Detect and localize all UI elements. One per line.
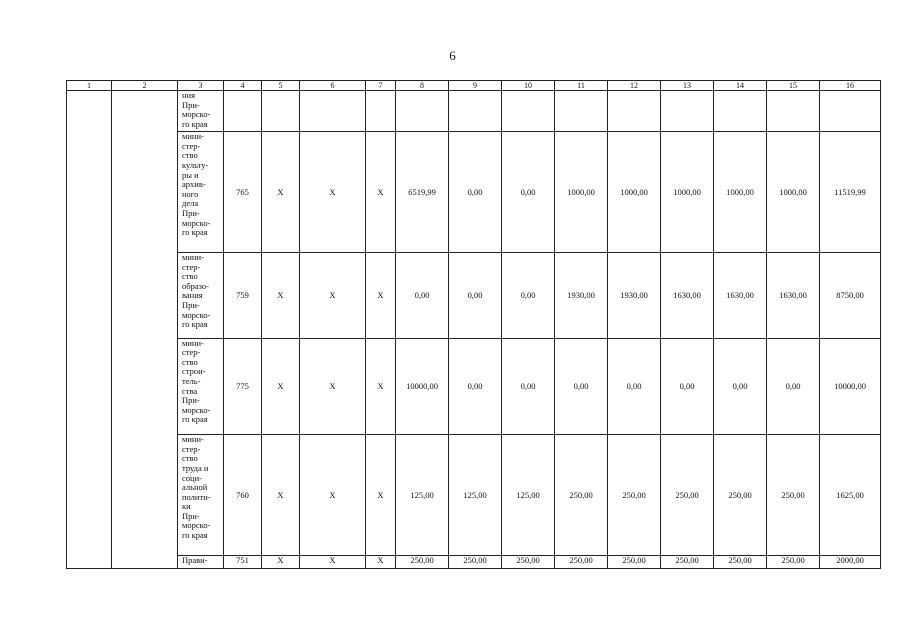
organization-line: ство: [182, 150, 198, 161]
value-cell: 775: [224, 338, 262, 435]
value-cell: 10000,00: [820, 338, 881, 435]
organization-line: тель-: [182, 375, 201, 386]
organization-line: При-: [182, 99, 200, 110]
col2-cell: [112, 91, 178, 569]
organization-line: ство: [182, 453, 198, 464]
value-cell: X: [262, 253, 300, 339]
column-header: 9: [449, 81, 502, 91]
organization-line: мини-: [182, 252, 204, 263]
value-cell: 1000,00: [661, 132, 714, 253]
organization-cell: [178, 435, 224, 556]
column-header: 5: [262, 81, 300, 91]
organization-line: ния: [182, 90, 196, 101]
value-cell: 250,00: [502, 555, 555, 568]
value-cell: [449, 91, 502, 132]
organization-line: морско-: [182, 309, 211, 320]
organization-line: При-: [182, 208, 200, 219]
value-cell: [555, 91, 608, 132]
organization-line: го края: [182, 319, 208, 330]
value-cell: 2000,00: [820, 555, 881, 568]
value-cell: X: [300, 132, 366, 253]
value-cell: 1000,00: [767, 132, 820, 253]
value-cell: 1000,00: [608, 132, 661, 253]
organization-line: мини-: [182, 434, 204, 445]
column-header: 6: [300, 81, 366, 91]
value-cell: X: [366, 132, 396, 253]
organization-line: морско-: [182, 404, 211, 415]
organization-line: ства: [182, 385, 198, 396]
value-cell: 1625,00: [820, 435, 881, 556]
organization-line: культу-: [182, 160, 209, 171]
organization-line: го края: [182, 414, 208, 425]
organization-line: Прави-: [182, 555, 208, 565]
organization-line: го края: [182, 530, 208, 541]
value-cell: [661, 91, 714, 132]
value-cell: 751: [224, 555, 262, 568]
value-cell: X: [300, 253, 366, 339]
value-cell: 1000,00: [714, 132, 767, 253]
organization-line: ство: [182, 271, 198, 282]
value-cell: 250,00: [714, 555, 767, 568]
value-cell: 250,00: [449, 555, 502, 568]
organization-line: мини-: [182, 338, 204, 348]
organization-line: вания: [182, 290, 203, 301]
organization-line: ры и: [182, 169, 199, 180]
organization-line: альной: [182, 482, 208, 493]
value-cell: 125,00: [502, 435, 555, 556]
value-cell: [714, 91, 767, 132]
budget-table: [66, 80, 881, 569]
value-cell: 0,00: [502, 132, 555, 253]
column-header: 13: [661, 81, 714, 91]
value-cell: [608, 91, 661, 132]
organization-line: стер-: [182, 347, 201, 358]
value-cell: 125,00: [449, 435, 502, 556]
value-cell: 0,00: [449, 338, 502, 435]
organization-line: ки: [182, 501, 191, 512]
organization-line: образо-: [182, 280, 209, 291]
organization-line: При-: [182, 300, 200, 310]
value-cell: 1000,00: [555, 132, 608, 253]
column-header: 16: [820, 81, 881, 91]
table-row: [67, 435, 881, 556]
value-cell: 250,00: [396, 555, 449, 568]
value-cell: 250,00: [608, 435, 661, 556]
organization-line: мини-: [182, 131, 204, 142]
column-header: 2: [112, 81, 178, 91]
value-cell: 250,00: [767, 435, 820, 556]
organization-line: ного: [182, 188, 199, 199]
value-cell: 250,00: [661, 435, 714, 556]
column-header: 11: [555, 81, 608, 91]
table-row: [67, 338, 881, 435]
value-cell: 760: [224, 435, 262, 556]
value-cell: 250,00: [767, 555, 820, 568]
table-row: [67, 555, 881, 568]
value-cell: 0,00: [449, 253, 502, 339]
value-cell: X: [366, 555, 396, 568]
value-cell: 0,00: [396, 253, 449, 339]
organization-cell: [178, 91, 224, 132]
value-cell: 125,00: [396, 435, 449, 556]
value-cell: X: [300, 338, 366, 435]
table-row: [67, 132, 881, 253]
table-row: [67, 91, 881, 132]
value-cell: 250,00: [608, 555, 661, 568]
organization-cell: [178, 555, 224, 568]
organization-line: полити-: [182, 491, 211, 502]
value-cell: 8750,00: [820, 253, 881, 339]
value-cell: [767, 91, 820, 132]
value-cell: X: [366, 435, 396, 556]
value-cell: [366, 91, 396, 132]
value-cell: [262, 91, 300, 132]
value-cell: X: [262, 338, 300, 435]
col1-cell: [67, 91, 112, 569]
value-cell: 1630,00: [714, 253, 767, 339]
organization-cell: [178, 338, 224, 435]
column-header: 14: [714, 81, 767, 91]
page-number: 6: [449, 48, 456, 63]
value-cell: [224, 91, 262, 132]
value-cell: 250,00: [714, 435, 767, 556]
organization-line: стер-: [182, 261, 201, 272]
column-header: 12: [608, 81, 661, 91]
column-header: 8: [396, 81, 449, 91]
value-cell: 0,00: [502, 338, 555, 435]
value-cell: 0,00: [502, 253, 555, 339]
organization-cell: [178, 253, 224, 339]
column-header: 10: [502, 81, 555, 91]
table-row: [67, 253, 881, 339]
value-cell: 250,00: [555, 555, 608, 568]
value-cell: 1930,00: [608, 253, 661, 339]
organization-line: морско-: [182, 217, 211, 228]
value-cell: 11519,99: [820, 132, 881, 253]
organization-line: архив-: [182, 179, 206, 190]
organization-line: дела: [182, 198, 199, 209]
header-row: [67, 81, 881, 91]
organization-line: строи-: [182, 366, 206, 377]
value-cell: 759: [224, 253, 262, 339]
value-cell: 0,00: [555, 338, 608, 435]
value-cell: X: [366, 338, 396, 435]
value-cell: 0,00: [661, 338, 714, 435]
organization-line: морско-: [182, 109, 211, 120]
value-cell: [300, 91, 366, 132]
column-header: 4: [224, 81, 262, 91]
organization-line: морско-: [182, 520, 211, 531]
organization-line: стер-: [182, 443, 201, 454]
value-cell: 765: [224, 132, 262, 253]
value-cell: 6519,99: [396, 132, 449, 253]
organization-line: ство: [182, 356, 198, 367]
column-header: 1: [67, 81, 112, 91]
organization-line: соци-: [182, 472, 202, 483]
value-cell: X: [300, 435, 366, 556]
value-cell: 1630,00: [767, 253, 820, 339]
value-cell: [502, 91, 555, 132]
table-body: [67, 81, 881, 569]
value-cell: [396, 91, 449, 132]
value-cell: 1630,00: [661, 253, 714, 339]
value-cell: 1930,00: [555, 253, 608, 339]
value-cell: [820, 91, 881, 132]
value-cell: X: [262, 435, 300, 556]
value-cell: 10000,00: [396, 338, 449, 435]
value-cell: 0,00: [449, 132, 502, 253]
organization-line: При-: [182, 510, 200, 521]
value-cell: X: [366, 253, 396, 339]
value-cell: 0,00: [608, 338, 661, 435]
value-cell: X: [300, 555, 366, 568]
value-cell: 250,00: [555, 435, 608, 556]
column-header: 15: [767, 81, 820, 91]
value-cell: 0,00: [714, 338, 767, 435]
column-header: 7: [366, 81, 396, 91]
organization-line: стер-: [182, 140, 201, 151]
value-cell: X: [262, 132, 300, 253]
organization-line: го края: [182, 118, 208, 129]
value-cell: X: [262, 555, 300, 568]
organization-line: При-: [182, 395, 200, 406]
value-cell: 0,00: [767, 338, 820, 435]
value-cell: 250,00: [661, 555, 714, 568]
column-header: 3: [178, 81, 224, 91]
organization-cell: [178, 132, 224, 253]
organization-line: го края: [182, 227, 208, 238]
organization-line: труда и: [182, 462, 209, 473]
